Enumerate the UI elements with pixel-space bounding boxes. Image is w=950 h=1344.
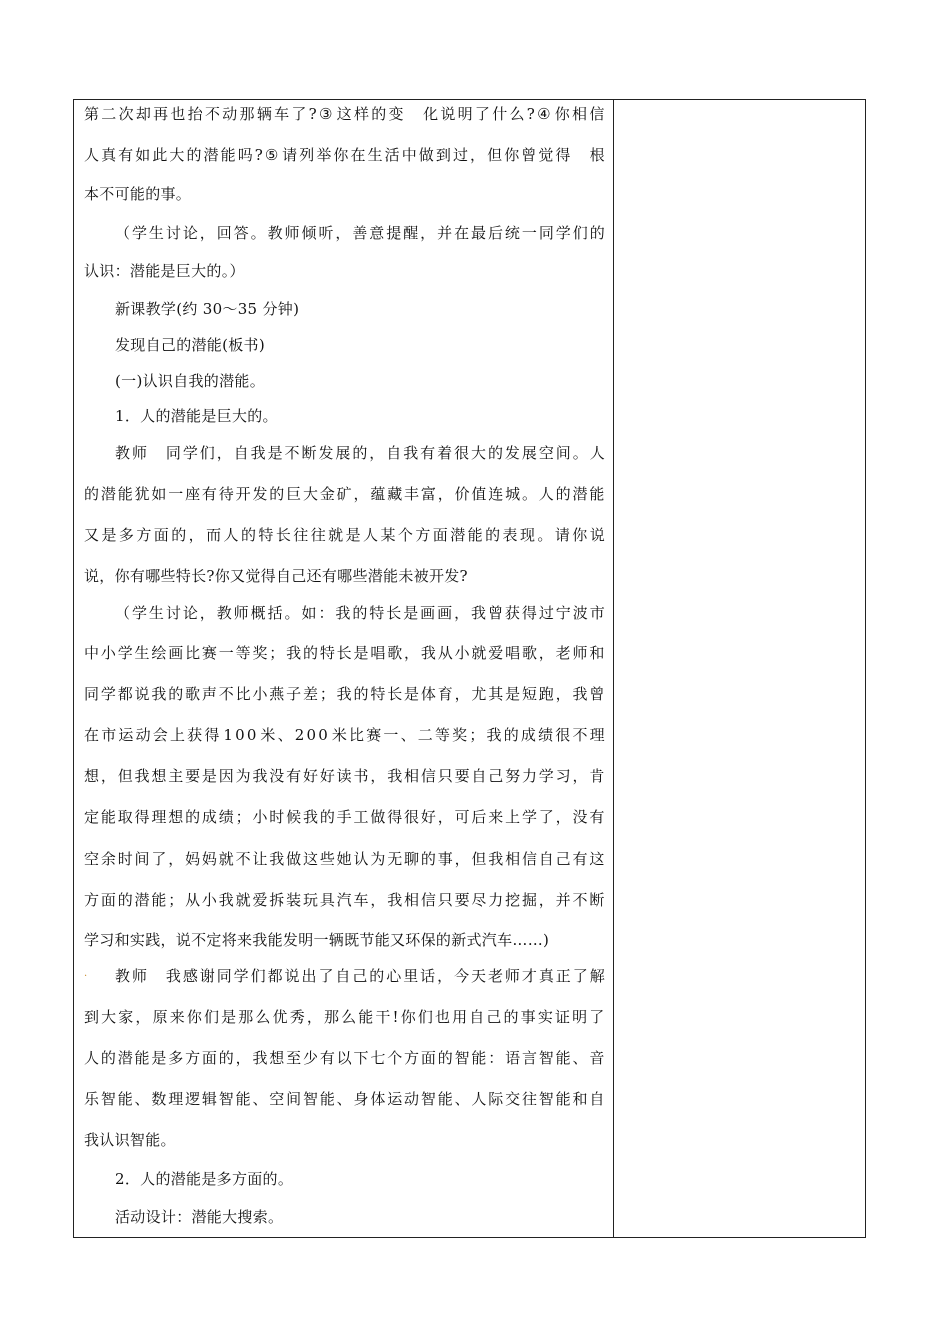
text-line: 活动设计：潜能大搜索。 bbox=[115, 1208, 284, 1226]
text-line: 中 小 学 生 绘 画 比 赛 一 等 奖 ； 我 的 特 长 是 唱 歌 ， 我 从 小 就 爱 唱 歌 ， 老 师 和 bbox=[84, 644, 605, 662]
text-line: 新课教学(约 30～35 分钟) bbox=[115, 300, 300, 318]
text-line: 1．人的潜能是巨大的。 bbox=[115, 407, 278, 425]
lesson-content-cell bbox=[74, 100, 614, 1237]
text-line: （ 学 生 讨 论 ， 回 答 。 教 师 倾 听 ， 善 意 提 醒 ， 并 在 最 后 统 一 同 学 们 的 bbox=[115, 224, 605, 242]
text-line: 同 学 都 说 我 的 歌 声 不 比 小 燕 子 差 ； 我 的 特 长 是 体 育 ， 尤 其 是 短 跑 ， 我 曾 bbox=[84, 685, 605, 703]
stray-mark: . bbox=[84, 968, 88, 979]
text-line: 空 余 时 间 了 ， 妈 妈 就 不 让 我 做 这 些 她 认 为 无 聊 的 事 ， 但 我 相 信 自 己 有 这 bbox=[84, 850, 605, 868]
text-line: 乐 智 能 、 数 理 逻 辑 智 能 、 空 间 智 能 、 身 体 运 动 智 能 、 人 际 交 往 智 能 和 自 bbox=[84, 1090, 605, 1108]
text-line: 学习和实践，说不定将来我能发明一辆既节能又环保的新式汽车……) bbox=[84, 931, 550, 949]
text-line: (一)认识自我的潜能。 bbox=[115, 372, 266, 390]
text-line: 发现自己的潜能(板书) bbox=[115, 336, 266, 354]
text-line: 第 二 次 却 再 也 抬 不 动 那 辆 车 了 ? ③ 这 样 的 变 化 说 明 了 什 么 ? ④ 你 相 信 bbox=[84, 104, 605, 123]
text-line: 定 能 取 得 理 想 的 成 绩 ； 小 时 候 我 的 手 工 做 得 很 好 ， 可 后 来 上 学 了 ， 没 有 bbox=[84, 808, 605, 826]
text-line: 本不可能的事。 bbox=[84, 185, 192, 203]
text-line: 说，你有哪些特长?你又觉得自己还有哪些潜能未被开发? bbox=[84, 567, 468, 585]
text-line: 教 师 我 感 谢 同 学 们 都 说 出 了 自 己 的 心 里 话 ， 今 天 老 师 才 真 正 了 解 bbox=[115, 967, 605, 985]
text-line: 认识：潜能是巨大的。） bbox=[84, 262, 245, 280]
text-line: 人 的 潜 能 是 多 方 面 的 ， 我 想 至 少 有 以 下 七 个 方 面 的 智 能 ： 语 言 智 能 、 音 bbox=[84, 1049, 605, 1067]
text-line: （ 学 生 讨 论 ， 教 师 概 括 。 如 ： 我 的 特 长 是 画 画 ， 我 曾 获 得 过 宁 波 市 bbox=[115, 604, 605, 622]
text-line: 2．人的潜能是多方面的。 bbox=[115, 1170, 294, 1188]
lesson-table bbox=[73, 99, 866, 1238]
text-line: 到 大 家 ， 原 来 你 们 是 那 么 优 秀 ， 那 么 能 干 ! 你 们 也 用 自 己 的 事 实 证 明 了 bbox=[84, 1007, 605, 1026]
notes-cell bbox=[614, 100, 865, 1237]
text-line: 想 ， 但 我 想 主 要 是 因 为 我 没 有 好 好 读 书 ， 我 相 信 只 要 自 己 努 力 学 习 ， 肯 bbox=[84, 767, 605, 785]
text-line: 人 真 有 如 此 大 的 潜 能 吗 ? ⑤ 请 列 举 你 在 生 活 中 做 到 过 ， 但 你 曾 觉 得 根 bbox=[84, 145, 605, 164]
text-line: 又 是 多 方 面 的 ， 而 人 的 特 长 往 往 就 是 人 某 个 方 面 潜 能 的 表 现 。 请 你 说 bbox=[84, 526, 605, 544]
text-line: 的 潜 能 犹 如 一 座 有 待 开 发 的 巨 大 金 矿 ， 蕴 藏 丰 富 ， 价 值 连 城 。 人 的 潜 能 bbox=[84, 485, 605, 503]
text-line: 在 市 运 动 会 上 获 得 1 0 0 米 、 2 0 0 米 比 赛 一 、 二 等 奖 ； 我 的 成 绩 很 不 理 bbox=[84, 725, 605, 744]
text-line: 我认识智能。 bbox=[84, 1131, 176, 1149]
text-line: 方 面 的 潜 能 ； 从 小 我 就 爱 拆 装 玩 具 汽 车 ， 我 相 信 只 要 尽 力 挖 掘 ， 并 不 断 bbox=[84, 891, 605, 909]
text-line: 教 师 同 学 们 ， 自 我 是 不 断 发 展 的 ， 自 我 有 着 很 大 的 发 展 空 间 。 人 bbox=[115, 444, 605, 462]
